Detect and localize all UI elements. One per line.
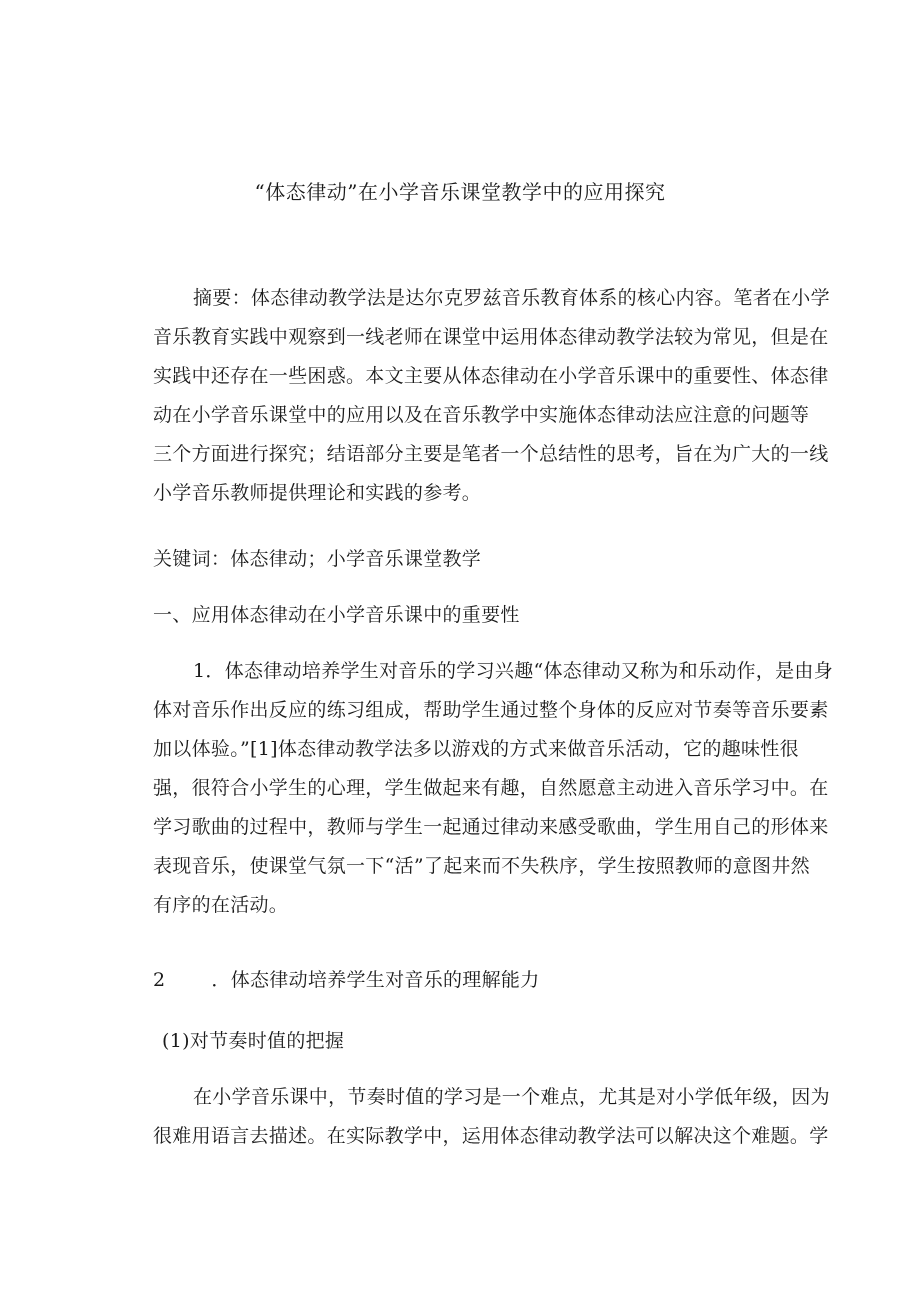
keywords-line: 关键词：体态律动；小学音乐课堂教学 — [153, 548, 482, 570]
paragraph-line: 体对音乐作出反应的练习组成，帮助学生通过整个身体的反应对节奏等音乐要素 — [153, 699, 829, 721]
paragraph-line: 学习歌曲的过程中，教师与学生一起通过律动来感受歌曲，学生用自己的形体来 — [153, 816, 829, 838]
paragraph-line: 加以体验。”[1]体态律动教学法多以游戏的方式来做音乐活动，它的趣味性很 — [153, 738, 799, 760]
subsubsection-heading: (1)对节奏时值的把握 — [162, 1030, 345, 1052]
paragraph-line: 1．体态律动培养学生对音乐的学习兴趣“体态律动又称为和乐动作，是由身 — [193, 660, 834, 682]
abstract-line: 动在小学音乐课堂中的应用以及在音乐教学中实施体态律动法应注意的问题等 — [153, 404, 810, 426]
subsection-number: 2 — [153, 969, 166, 991]
document-title: “体态律动”在小学音乐课堂教学中的应用探究 — [254, 180, 666, 204]
paragraph-line: 表现音乐，使课堂气氛一下“活”了起来而不失秩序，学生按照教师的意图井然 — [153, 855, 810, 877]
section-heading: 一、应用体态律动在小学音乐课中的重要性 — [153, 604, 520, 626]
abstract-line: 摘要：体态律动教学法是达尔克罗兹音乐教育体系的核心内容。笔者在小学 — [193, 287, 830, 309]
abstract-paragraph — [113, 279, 830, 513]
abstract-line: 音乐教育实践中观察到一线老师在课堂中运用体态律动教学法较为常见，但是在 — [153, 326, 829, 348]
subsection-paragraph — [113, 1078, 830, 1156]
section-paragraph — [113, 652, 834, 925]
paragraph-line: 在小学音乐课中，节奏时值的学习是一个难点，尤其是对小学低年级，因为 — [193, 1086, 830, 1108]
subsection-title: ．体态律动培养学生对音乐的理解能力 — [211, 969, 540, 991]
abstract-line: 三个方面进行探究；结语部分主要是笔者一个总结性的思考，旨在为广大的一线 — [153, 443, 829, 465]
abstract-line: 实践中还存在一些困惑。本文主要从体态律动在小学音乐课中的重要性、体态律 — [153, 365, 829, 387]
paragraph-line: 很难用语言去描述。在实际教学中，运用体态律动教学法可以解决这个难题。学 — [153, 1125, 829, 1147]
subsection-heading — [153, 964, 540, 996]
abstract-line: 小学音乐教师提供理论和实践的参考。 — [153, 482, 482, 504]
paragraph-line: 强，很符合小学生的心理，学生做起来有趣，自然愿意主动进入音乐学习中。在 — [153, 777, 829, 799]
paragraph-line: 有序的在活动。 — [153, 894, 289, 916]
